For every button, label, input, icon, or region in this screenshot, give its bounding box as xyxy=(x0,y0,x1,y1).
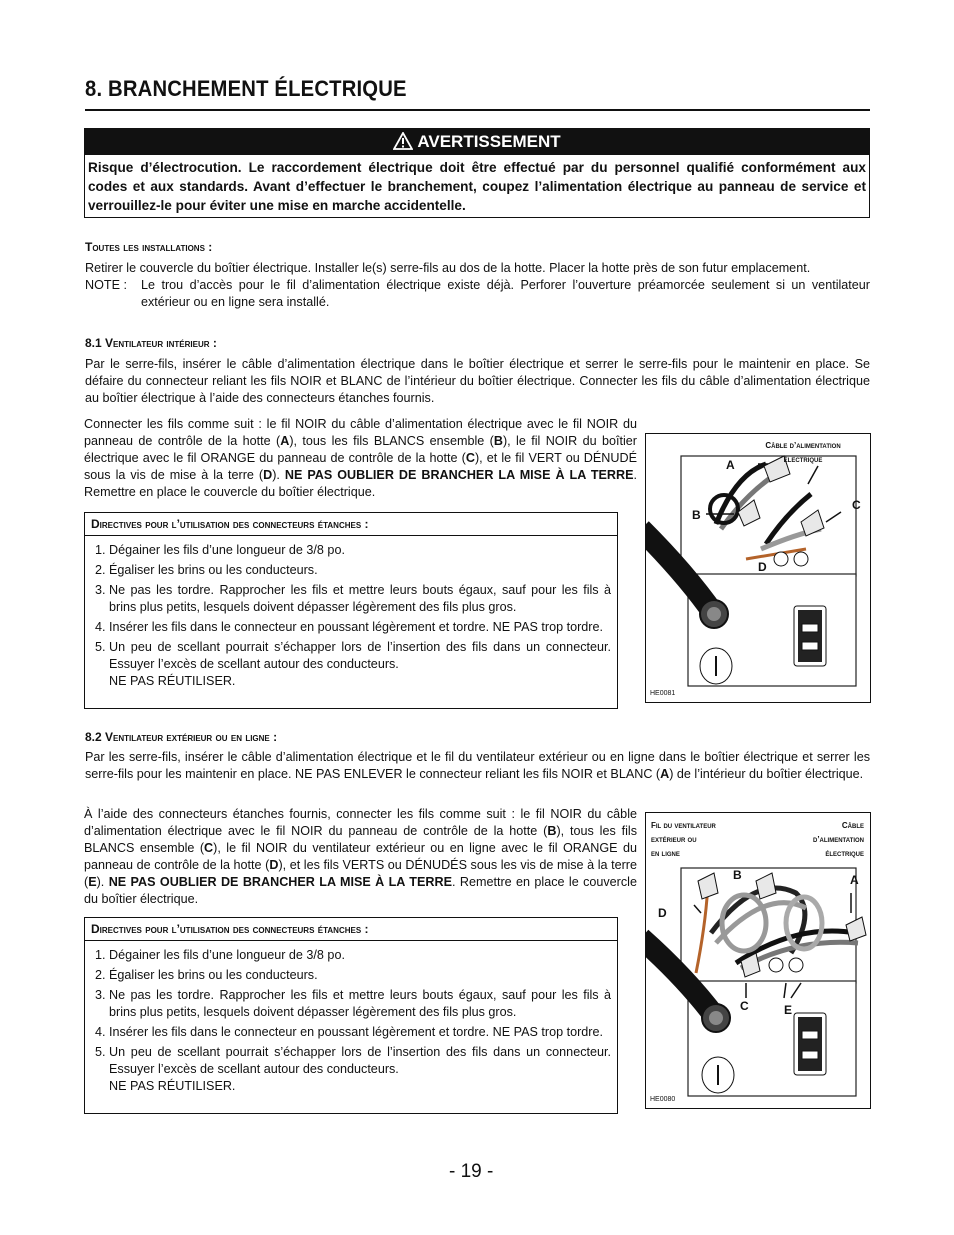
section-81-connect-text: Connecter les fils comme suit : le fil NOIR du câble d’alimentation électrique avec le fil NOIR du panneau de contrôle de la hotte (A), tous les fils BLANCS ensemble (B), le fil NOIR du boîtier électrique avec le fil ORANGE du panneau de contrôle de la hotte (C), et le fil VERT ou DÉNUDÉ sous la vis de mise à la terre (D). NE PAS OUBLIER DE BRANCHER LA MISE À LA TERRE. Remettre en place le couvercle du boîtier électrique. xyxy=(84,417,637,499)
warning-text: Risque d’électrocution. Le raccordement électrique doit être effectué par du personnel qualifié conformément aux codes et aux standards. Avant d’effectuer le branchement, coupez l’alimentation électrique au panneau de service et verrouillez-le pour éviter une mise en marche accidentelle. xyxy=(88,160,866,213)
section-81-intro: Par le serre-fils, insérer le câble d’alimentation électrique dans le boîtier électrique et serrer le serre-fils pour le maintenir en place. Se défaire du connecteur reliant les fils NOIR et BLANC de l’intérieur du boîtier électrique. Connecter les fils du câble d’alimentation électrique au boîtier électrique à l’aide des connecteurs étanches fournis. xyxy=(85,357,870,405)
all-installations-note xyxy=(85,277,870,311)
figure-82-letter-b: B xyxy=(733,868,742,882)
directive-last-line: NE PAS RÉUTILISER. xyxy=(109,674,236,688)
directive-item: 4. Insérer les fils dans le connecteur en poussant légèrement et tordre. NE PAS trop tordre. xyxy=(109,1024,611,1041)
all-installations-heading: Toutes les installations : xyxy=(85,240,213,254)
figure-81-letter-a: A xyxy=(726,458,735,472)
figure-82-letter-d: D xyxy=(658,906,667,920)
directive-item: 4. Insérer les fils dans le connecteur en poussant légèrement et tordre. NE PAS trop tordre. xyxy=(109,619,611,636)
directives-list xyxy=(85,947,611,1095)
directive-last-line: NE PAS RÉUTILISER. xyxy=(109,1079,236,1093)
figure-81-letter-d: D xyxy=(758,560,767,574)
directive-item: 2. Égaliser les brins ou les conducteurs. xyxy=(109,967,611,984)
figure-82-letter-a: A xyxy=(850,873,859,887)
directive-item: 5. Un peu de scellant pourrait s’échapper lors de l’insertion des fils dans un connecteur. Essuyer l’excès de scellant autour des conducteurs. NE PAS RÉUTILISER. xyxy=(109,1044,611,1095)
directives-box-2 xyxy=(84,917,618,1114)
section-82-intro: Par les serre-fils, insérer le câble d’alimentation électrique et le fil du ventilateur extérieur ou en ligne dans le boîtier électrique et serrer les serre-fils pour les maintenir en place. NE PAS ENLEVER le connecteur reliant les fils NOIR et BLANC (A) de l’intérieur du boîtier électrique. xyxy=(85,750,870,781)
warning-label: AVERTISSEMENT xyxy=(417,132,561,151)
section-81-heading: 8.1 Ventilateur intérieur : xyxy=(85,336,217,350)
warning-header xyxy=(85,129,869,155)
directives-heading: Directives pour l’utilisation des connecteurs étanches : xyxy=(85,918,617,941)
directive-item: 2. Égaliser les brins ou les conducteurs. xyxy=(109,562,611,579)
figure-82-fan-label: Fil du ventilateur extérieur ou en ligne xyxy=(651,821,716,858)
directive-item: 1. Dégainer les fils d’une longueur de 3/8 po. xyxy=(109,542,611,559)
figure-82-cable-label: Câble d’alimentation électrique xyxy=(813,821,864,858)
page-number: - 19 - xyxy=(449,1161,494,1182)
directive-item: 5. Un peu de scellant pourrait s’échapper lors de l’insertion des fils dans un connecteur. Essuyer l’excès de scellant autour des conducteurs. NE PAS RÉUTILISER. xyxy=(109,639,611,690)
title-rule xyxy=(85,109,870,111)
directive-item: 3. Ne pas les tordre. Rapprocher les fils et mettre leurs bouts égaux, sauf pour les fils à brins plus petits, lesquels doivent dépasser légèrement des fils plus gros. xyxy=(109,987,611,1021)
section-82-heading: 8.2 Ventilateur extérieur ou en ligne : xyxy=(85,730,278,744)
figure-82-letter-c: C xyxy=(740,999,749,1013)
figure-82-code: HE0080 xyxy=(650,1096,676,1103)
figure-81-code: HE0081 xyxy=(650,690,676,697)
note-label: NOTE : xyxy=(85,278,127,292)
directives-box-1 xyxy=(84,512,618,709)
directive-item: 3. Ne pas les tordre. Rapprocher les fils et mettre leurs bouts égaux, sauf pour les fils à brins plus petits, lesquels doivent dépasser légèrement des fils plus gros. xyxy=(109,582,611,616)
all-installations-text: Retirer le couvercle du boîtier électrique. Installer le(s) serre-fils au dos de la hotte. Placer la hotte près de son futur emplacement. xyxy=(85,261,811,275)
page-title: 8. BRANCHEMENT ÉLECTRIQUE xyxy=(85,76,407,101)
wiring-figure-81 xyxy=(645,433,871,703)
note-text: Le trou d’accès pour le fil d’alimentation électrique existe déjà. Perforer l’ouverture préamorcée seulement si un ventilateur extérieur ou en ligne sera installé. xyxy=(141,278,870,309)
figure-81-letter-b: B xyxy=(692,508,701,522)
figure-82-letter-e: E xyxy=(784,1003,793,1017)
wiring-figure-82 xyxy=(645,812,871,1109)
figure-81-cable-label: Câble d’alimentation électrique xyxy=(765,441,841,464)
section-82-connect-text: À l’aide des connecteurs étanches fournis, connecter les fils comme suit : le fil NOIR du câble d’alimentation électrique avec le fil NOIR du panneau de contrôle de la hotte (B), tous les fils BLANCS ensemble (C), le fil NOIR du ventilateur extérieur ou en ligne avec le fil ORANGE du panneau de contrôle de la hotte (D), et les fils VERTS ou DÉNUDÉS sous les vis de mise à la terre (E). NE PAS OUBLIER DE BRANCHER LA MISE À LA TERRE. Remettre en place le couvercle du boîtier électrique. xyxy=(84,807,637,906)
warning-triangle-icon xyxy=(393,132,413,150)
directives-list xyxy=(85,542,611,690)
figure-81-letter-c: C xyxy=(852,498,861,512)
directive-item: 1. Dégainer les fils d’une longueur de 3/8 po. xyxy=(109,947,611,964)
directives-heading: Directives pour l’utilisation des connecteurs étanches : xyxy=(85,513,617,536)
warning-box xyxy=(84,128,870,218)
